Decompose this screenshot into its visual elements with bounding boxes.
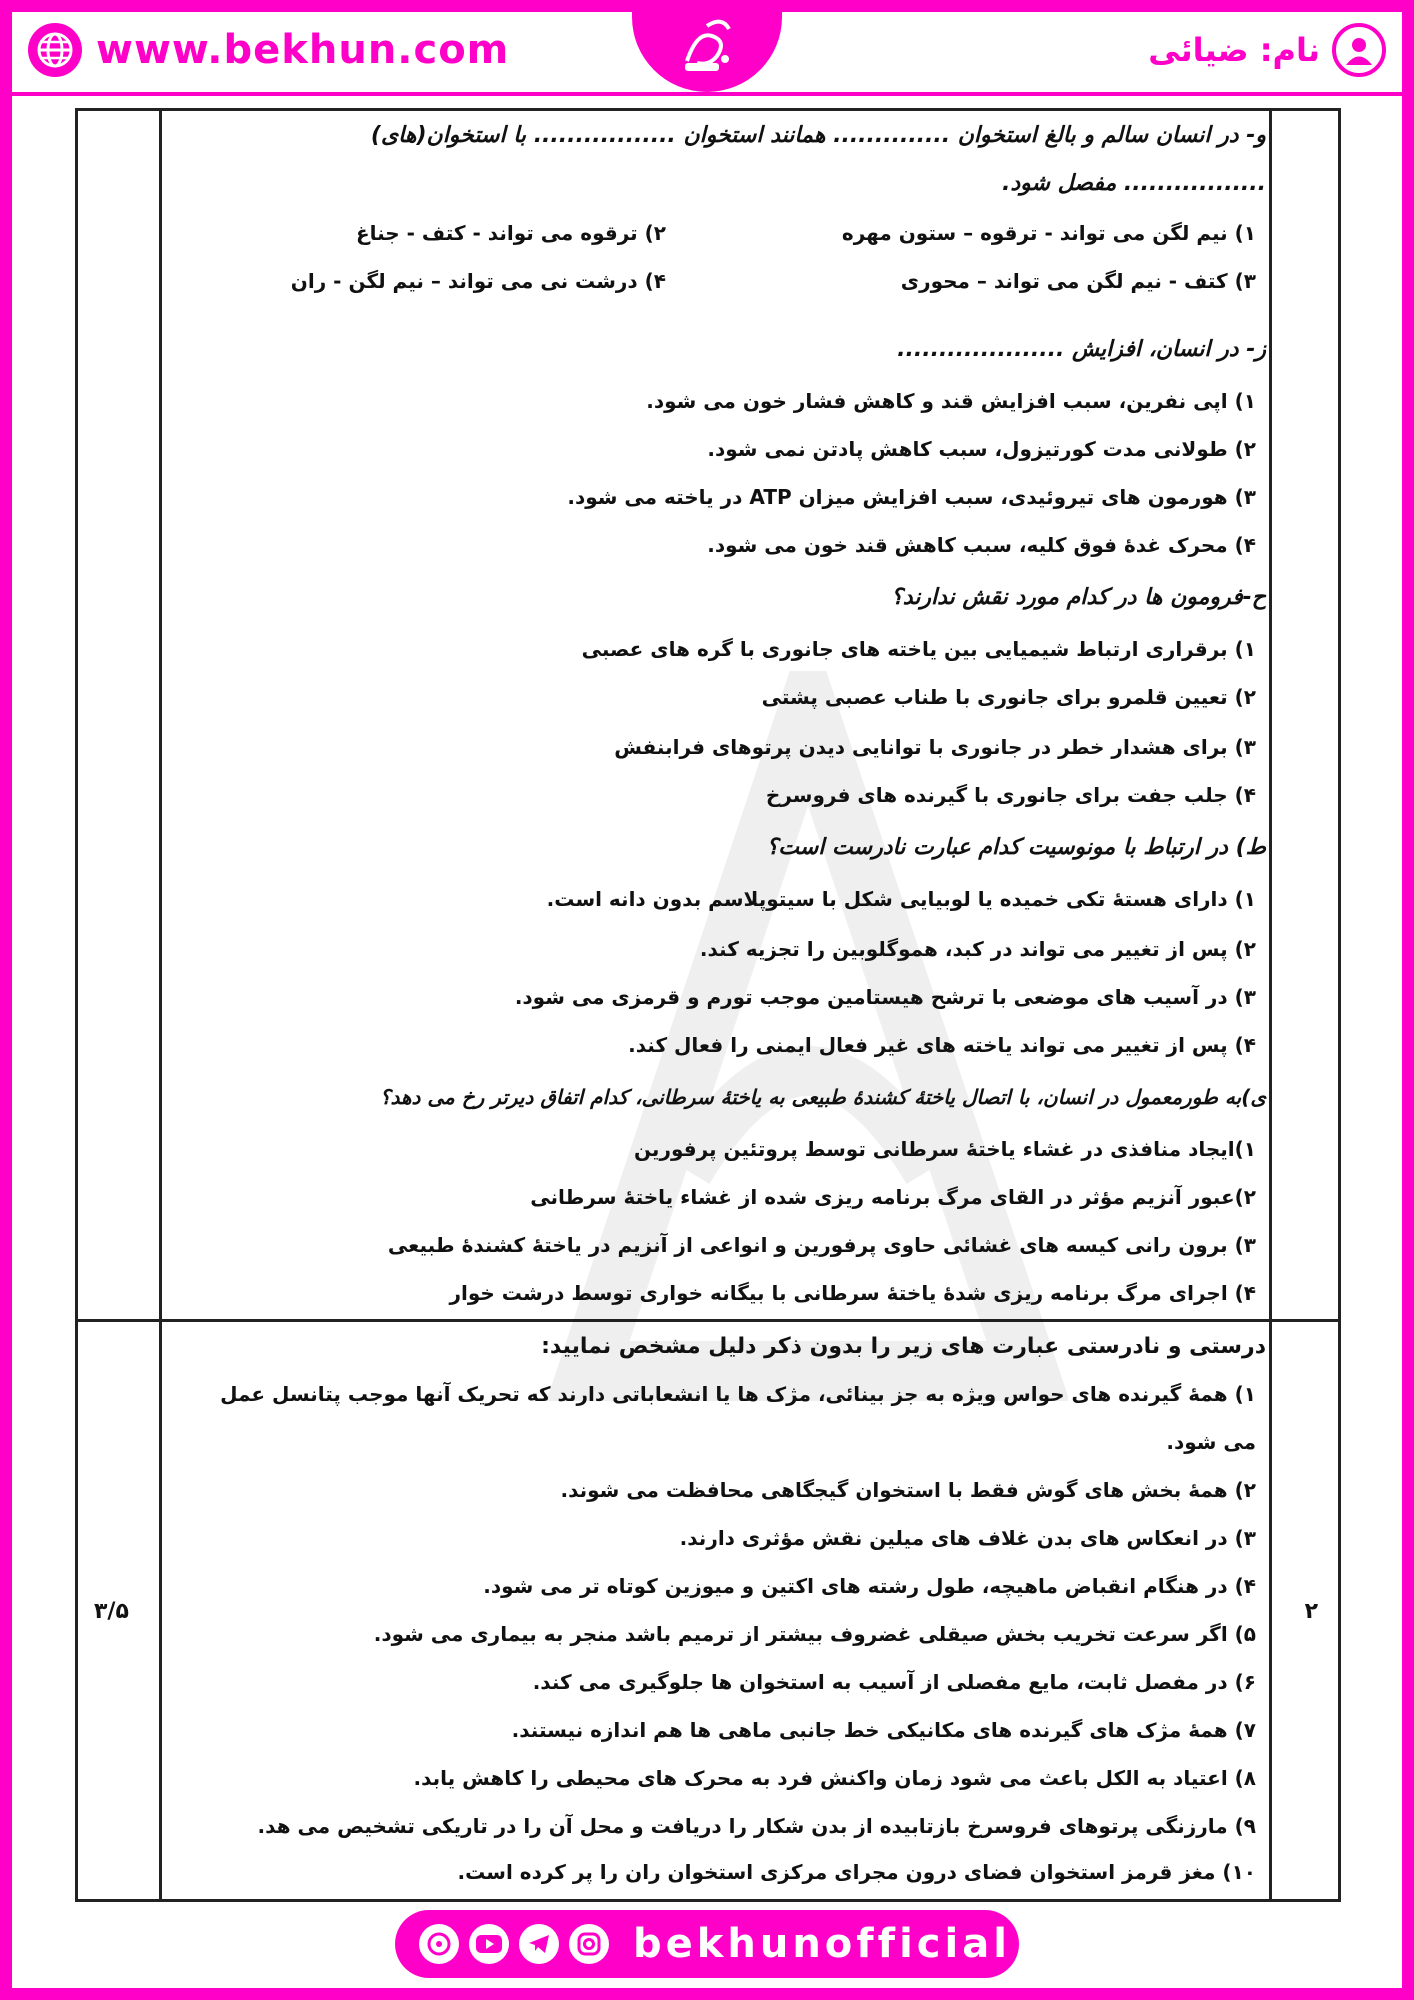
option-t-4: ۴) پس از تغییر می تواند یاخته های غیر فعال ایمنی را فعال کند. xyxy=(628,1033,1256,1057)
question-y: ی)به طورمعمول در انسان، با اتصال یاختۀ کشندۀ طبیعی به یاختۀ سرطانی، کدام اتفاق دیرتر رخ می دهد؟ xyxy=(379,1085,1266,1109)
question-h: ح-فرومون ها در کدام مورد نقش ندارند؟ xyxy=(891,585,1266,610)
question-z: ز- در انسان، افزایش .................... xyxy=(897,337,1266,362)
student-name-block xyxy=(1148,22,1386,78)
student-name: نام: ضیائی xyxy=(1148,31,1320,69)
statement-9: ۹) مارزنگی پرتوهای فروسرخ بازتابیده از بدن شکار را دریافت و محل آن را در تاریکی تشخیص می هد. xyxy=(257,1814,1256,1838)
exam-table xyxy=(75,108,1341,1902)
statement-8: ۸) اعتیاد به الکل باعث می شود زمان واکنش فرد به محرک های محیطی را کاهش یابد. xyxy=(413,1766,1256,1790)
youtube-icon[interactable] xyxy=(469,1924,509,1964)
option-z-3: ۳) هورمون های تیروئیدی، سبب افزایش میزان ATP در یاخته می شود. xyxy=(567,485,1256,509)
statement-10: ۱۰) مغز قرمز استخوان فضای درون مجرای مرکزی استخوان ران را پر کرده است. xyxy=(457,1860,1256,1884)
option-t-3: ۳) در آسیب های موضعی با ترشح هیستامین موجب تورم و قرمزی می شود. xyxy=(514,985,1256,1009)
option-t-1: ۱) دارای هستۀ تکی خمیده یا لوبیایی شکل با سیتوپلاسم بدون دانه است. xyxy=(546,887,1256,911)
question-score: ۳/۵ xyxy=(94,1599,129,1624)
option-y-3: ۳) برون رانی کیسه های غشائی حاوی پرفورین و انواعی از آنزیم در یاختۀ کشندۀ طبیعی xyxy=(387,1233,1256,1257)
site-url[interactable]: www.bekhun.com xyxy=(96,27,510,73)
globe-icon xyxy=(28,23,82,77)
statement-2: ۲) همۀ بخش های گوش فقط با استخوان گیجگاهی محافظت می شوند. xyxy=(560,1478,1256,1502)
option-v-4: ۴) درشت نی می تواند – نیم لگن - ران xyxy=(290,269,666,293)
question-v-cont: ................. مفصل شود. xyxy=(1002,171,1266,196)
statement-3: ۳) در انعکاس های بدن غلاف های میلین نقش مؤثری دارند. xyxy=(679,1526,1256,1550)
user-icon xyxy=(1332,23,1386,77)
option-y-2: ۲)عبور آنزیم مؤثر در القای مرگ برنامه ریزی شده از غشاء یاختۀ سرطانی xyxy=(530,1185,1256,1209)
option-v-3: ۳) کتف - نیم لگن می تواند – محوری xyxy=(900,269,1256,293)
site-link[interactable] xyxy=(28,22,509,78)
statement-1: ۱) همۀ گیرنده های حواس ویژه به جز بینائی، مژک ها یا انشعاباتی دارند که تحریک آنها موجب پتانسل عمل xyxy=(220,1382,1256,1406)
statement-7: ۷) همۀ مژک های گیرنده های مکانیکی خط جانبی ماهی ها هم اندازه نیستند. xyxy=(511,1718,1256,1742)
option-z-1: ۱) اپی نفرین، سبب افزایش قند و کاهش فشار خون می شود. xyxy=(646,389,1256,413)
telegram-icon[interactable] xyxy=(519,1924,559,1964)
question-v: و- در انسان سالم و بالغ استخوان .............. همانند استخوان ................. با استخوان(های) xyxy=(370,123,1266,148)
statement-6: ۶) در مفصل ثابت، مایع مفصلی از آسیب به استخوان ها جلوگیری می کند. xyxy=(532,1670,1256,1694)
statement-4: ۴) در هنگام انقباض ماهیچه، طول رشته های اکتین و میوزین کوتاه تر می شود. xyxy=(483,1574,1256,1598)
option-v-2: ۲) ترقوه می تواند - کتف - جناغ xyxy=(355,221,666,245)
social-handle[interactable]: bekhunofficial xyxy=(633,1921,1011,1967)
option-z-2: ۲) طولانی مدت کورتیزول، سبب کاهش پادتن نمی شود. xyxy=(707,437,1256,461)
option-z-4: ۴) محرک غدۀ فوق کلیه، سبب کاهش قند خون می شود. xyxy=(707,533,1256,557)
question-block-1 xyxy=(164,111,1266,1317)
option-y-4: ۴) اجرای مرگ برنامه ریزی شدۀ یاختۀ سرطانی با بیگانه خواری توسط درشت خوار xyxy=(449,1281,1256,1305)
question-number: ۲ xyxy=(1304,1599,1318,1624)
statement-1-cont: می شود. xyxy=(1166,1430,1256,1454)
true-false-instruction: درستی و نادرستی عبارت های زیر را بدون ذکر دلیل مشخص نمایید: xyxy=(541,1334,1266,1359)
option-t-2: ۲) پس از تغییر می تواند در کبد، هموگلوبین را تجزیه کند. xyxy=(699,937,1256,961)
option-h-3: ۳) برای هشدار خطر در جانوری با توانایی دیدن پرتوهای فرابنفش xyxy=(614,735,1256,759)
statement-5: ۵) اگر سرعت تخریب بخش صیقلی غضروف بیشتر از ترمیم باشد منجر به بیماری می شود. xyxy=(373,1622,1256,1646)
option-h-4: ۴) جلب جفت برای جانوری با گیرنده های فروسرخ xyxy=(765,783,1256,807)
column-divider-score xyxy=(159,111,162,1899)
column-divider-number xyxy=(1269,111,1272,1899)
option-h-1: ۱) برقراری ارتباط شیمیایی بین یاخته های جانوری با گره های عصبی xyxy=(581,637,1256,661)
option-v-1: ۱) نیم لگن می تواند - ترقوه – ستون مهره xyxy=(841,221,1256,245)
question-block-2 xyxy=(164,1322,1266,1892)
question-t: ط) در ارتباط با مونوسیت کدام عبارت نادرست است؟ xyxy=(766,835,1266,860)
instagram-icon[interactable] xyxy=(569,1924,609,1964)
play-icon[interactable] xyxy=(419,1924,459,1964)
social-footer xyxy=(395,1910,1019,1978)
option-h-2: ۲) تعیین قلمرو برای جانوری با طناب عصبی پشتی xyxy=(761,685,1256,709)
option-y-1: ۱)ایجاد منافذی در غشاء یاختۀ سرطانی توسط پروتئین پرفورین xyxy=(633,1137,1256,1161)
